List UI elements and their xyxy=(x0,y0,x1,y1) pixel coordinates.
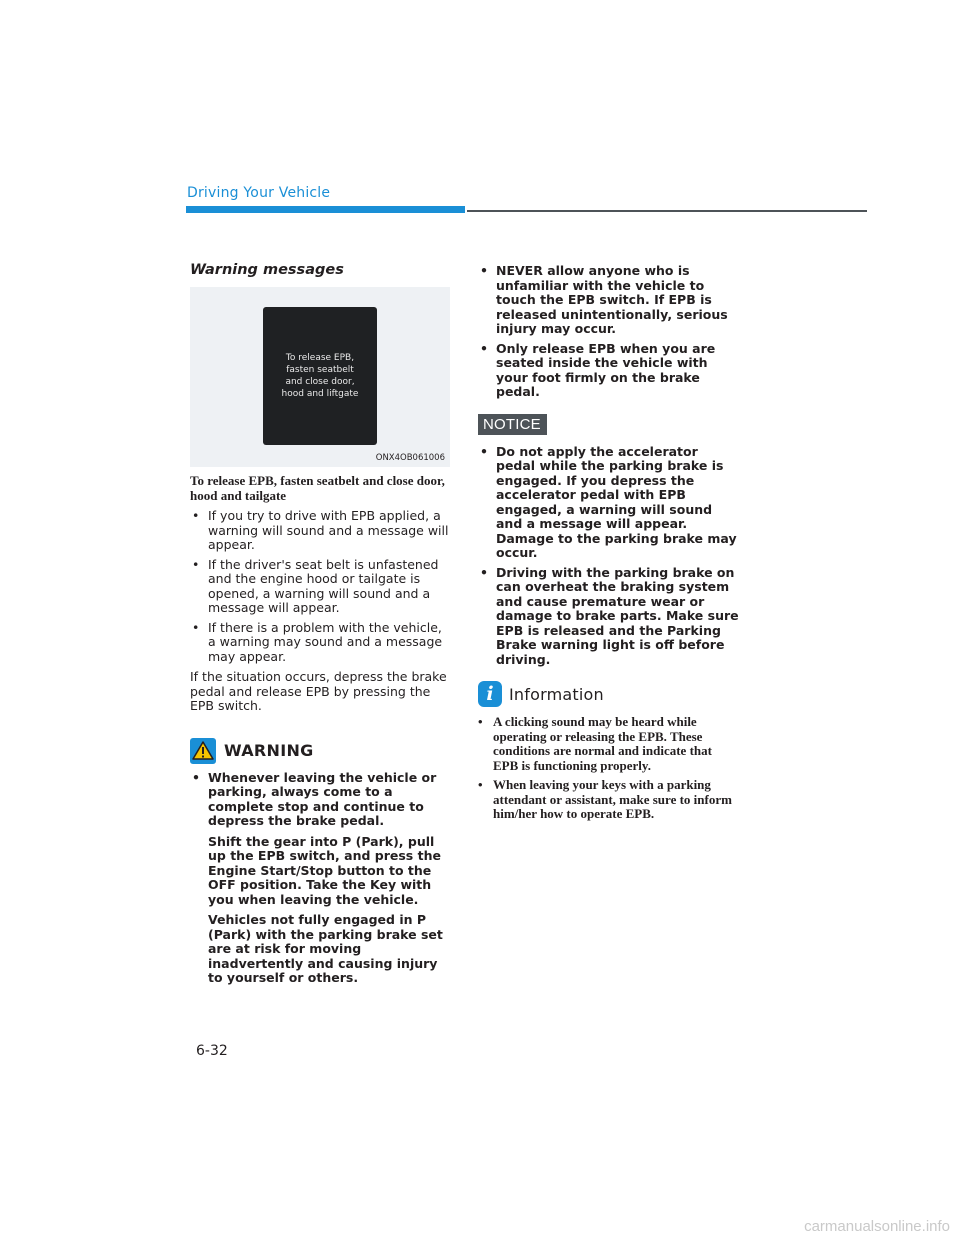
page-number: 6-32 xyxy=(196,1043,228,1059)
list-item: • When leaving your keys with a parking attendant or assistant, make sure to inform him/her how to operate EPB. xyxy=(478,778,740,822)
right-column xyxy=(478,264,740,827)
watermark: carmanualsonline.info xyxy=(804,1218,950,1235)
figure-cluster-display xyxy=(190,287,450,467)
list-item: • If there is a problem with the vehicle, a warning may sound and a message may appear. xyxy=(190,621,452,665)
information-list xyxy=(478,715,740,822)
information-title: Information xyxy=(509,684,604,704)
list-item: • NEVER allow anyone who is unfamiliar with the vehicle to touch the EPB switch. If EPB is released unintentionally, serious injury may occur. xyxy=(478,264,740,337)
list-item: • Do not apply the accelerator pedal while the parking brake is engaged. If you depress the accelerator pedal with EPB engaged, a warning will sound and a message will appear. Damage to the parking brake may occur. xyxy=(478,445,740,561)
warning-title: WARNING xyxy=(224,741,314,760)
warning-header xyxy=(190,738,452,764)
list-item: • If the driver's seat belt is unfastened and the engine hood or tailgate is opened, a warning will sound and a message will appear. xyxy=(190,558,452,616)
info-icon: i xyxy=(478,681,502,707)
notice-header xyxy=(478,414,740,435)
cluster-message: To release EPB, fasten seatbelt and close door, hood and liftgate xyxy=(281,353,359,399)
warning-item-paragraph: Shift the gear into P (Park), pull up the EPB switch, and press the Engine Start/Stop button to the OFF position. Take the Key with you when leaving the vehicle. xyxy=(208,833,441,907)
cluster-screen xyxy=(263,307,377,445)
left-column xyxy=(190,262,452,991)
figure-code: ONX4OB061006 xyxy=(375,453,445,463)
list-item: • Driving with the parking brake on can overheat the braking system and cause premature wear or damage to brake parts. Make sure EPB is released and the Parking Brake warning light is off before driving. xyxy=(478,566,740,668)
message-bullet-list xyxy=(190,509,452,664)
warning-item-paragraph: Vehicles not fully engaged in P (Park) with the parking brake set are at risk for moving inadvertently and causing injury to yourself or others. xyxy=(208,912,443,985)
warning-list-continued xyxy=(478,264,740,400)
list-item xyxy=(190,771,452,986)
instruction-paragraph: If the situation occurs, depress the brake pedal and release EPB by pressing the EPB switch. xyxy=(190,669,447,713)
notice-label: NOTICE xyxy=(478,414,547,435)
list-item: • A clicking sound may be heard while operating or releasing the EPB. These conditions are normal and indicate that EPB is functioning properly. xyxy=(478,715,740,773)
section-heading: Warning messages xyxy=(190,262,344,278)
figure-caption: To release EPB, fasten seatbelt and close door, hood and tailgate xyxy=(190,473,445,503)
information-header xyxy=(478,681,740,707)
notice-list xyxy=(478,445,740,668)
list-item: • Only release EPB when you are seated inside the vehicle with your foot firmly on the brake pedal. xyxy=(478,342,740,400)
list-item: • If you try to drive with EPB applied, a warning will sound and a message will appear. xyxy=(190,509,452,553)
warning-list xyxy=(190,771,452,986)
header-accent-bar xyxy=(186,206,465,213)
warning-triangle-icon xyxy=(190,738,216,764)
warning-item-main: Whenever leaving the vehicle or parking, always come to a complete stop and continue to depress the brake pedal. xyxy=(208,769,437,828)
header-rule xyxy=(467,210,867,212)
section-header-title: Driving Your Vehicle xyxy=(187,185,331,201)
